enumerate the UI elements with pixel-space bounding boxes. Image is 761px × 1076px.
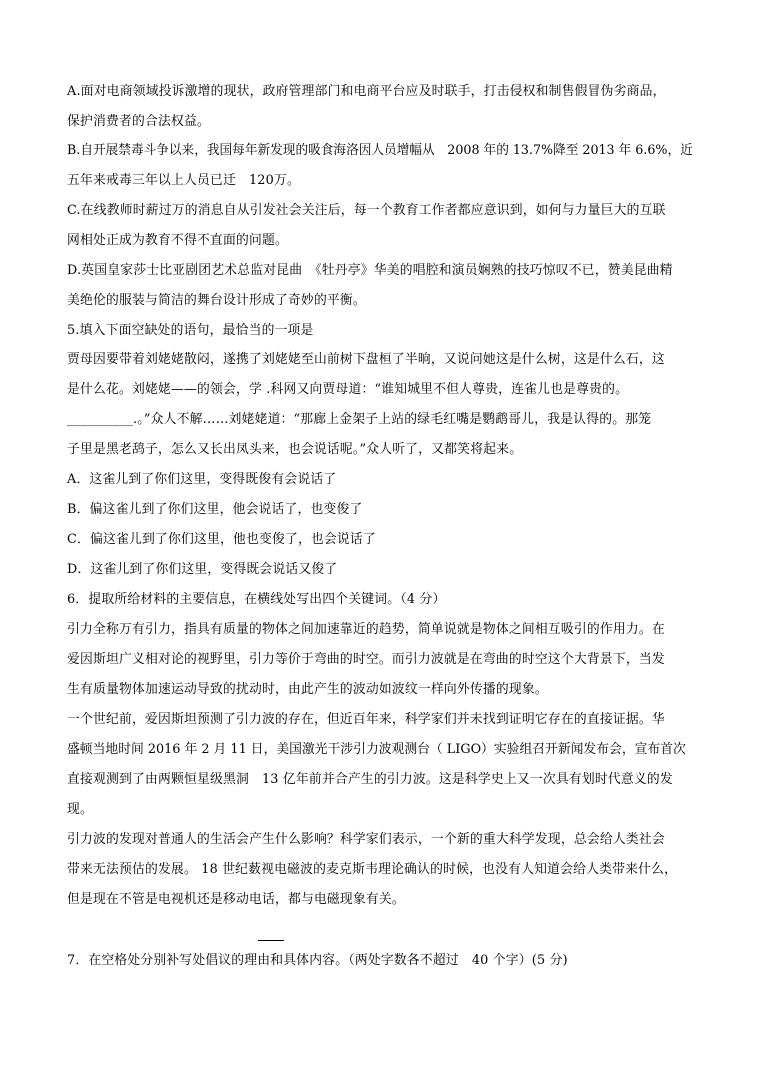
question-5-heading: 5.填入下面空缺处的语句，最恰当的一项是: [67, 323, 314, 338]
question-5-option-d: D．这雀儿到了你们这里，变得既会说话又俊了: [67, 562, 338, 577]
passage-6-p1-line-2: 爱因斯坦广义相对论的视野里，引力等价于弯曲的时空。而引力波就是在弯曲的时空这个大背景下，当发: [67, 652, 665, 667]
question-5-option-c: C．偏这雀儿到了你们这里，他也变俊了，也会说话了: [67, 532, 376, 547]
option-d-line-2: 美绝伦的服装与简洁的舞台设计形成了奇妙的平衡。: [67, 293, 366, 308]
passage-6-p2-line-1: 一个世纪前，爱因斯坦预测了引力波的存在，但近百年来，科学家们并未找到证明它存在的直接证据。华: [67, 712, 665, 727]
passage-5-line-2: 是什么花。刘姥姥——的领会，学 .科网又向贾母道：“谁知城里不但人尊贵，连雀儿也是尊贵的。: [67, 382, 629, 397]
passage-6-p2-line-4: 现。: [67, 802, 93, 817]
passage-6-p3-line-1: 引力波的发现对普通人的生活会产生什么影响？科学家们表示，一个新的重大科学发现，总会给人类社会: [67, 832, 665, 847]
passage-6-p3-line-3: 但是现在不管是电视机还是移动电话，都与电磁现象有关。: [67, 892, 405, 907]
option-b-line-2: 五年来戒毒三年以上人员已迁 120万。: [67, 173, 300, 188]
option-b-line-1: B.自开展禁毒斗争以来，我国每年新发现的吸食海洛因人员增幅从 2008 年的 13.7%降至 2013 年 6.6%，近: [67, 143, 693, 158]
passage-6-p2-line-3: 直接观测到了由两颗恒星级黑洞 13 亿年前并合产生的引力波。这是科学史上又一次具有划时代意义的发: [67, 772, 673, 787]
question-7-heading: 7．在空格处分别补写处倡议的理由和具体内容。（两处字数各不超过 40 个字）(5 分): [67, 953, 568, 968]
answer-blank-rule: [258, 940, 284, 941]
passage-6-p2-line-2: 盛顿当地时间 2016 年 2 月 11 日，美国激光干涉引力波观测台（ LIGO）实验组召开新闻发布会，宣布首次: [67, 742, 686, 757]
option-a-line-2: 保护消费者的合法权益。: [67, 114, 210, 129]
passage-6-p3-line-2: 带来无法预估的发展。 18 世纪薮视电磁波的麦克斯韦理论确认的时候，也没有人知道会给人类带来什么，: [67, 862, 678, 877]
passage-6-p1-line-3: 生有质量物体加速运动导致的扰动时，由此产生的波动如波纹一样向外传播的现象。: [67, 682, 548, 697]
question-5-option-b: B．偏这雀儿到了你们这里，他会说话了，也变俊了: [67, 502, 363, 517]
option-c-line-2: 网相处正成为教育不得不直面的问题。: [67, 233, 288, 248]
passage-5-line-3: __________.。”众人不解……刘姥姥道：“那廊上金架子上站的绿毛红嘴是鹦鹉哥儿，我是认得的。那笼: [67, 412, 652, 427]
passage-6-p1-line-1: 引力全称万有引力，指具有质量的物体之间加速靠近的趋势，简单说就是物体之间相互吸引的作用力。在: [67, 622, 665, 637]
question-6-heading: 6．提取所给材料的主要信息，在横线处写出四个关键词。（4 分）: [67, 592, 446, 607]
passage-5-line-4: 子里是黑老鸹子，怎么又长出凤头来，也会说话呢。”众人听了，又都笑将起来。: [67, 442, 523, 457]
option-c-line-1: C.在线教师时薪过万的消息自从引发社会关注后，每一个教育工作者都应意识到，如何与力量巨大的互联: [67, 203, 666, 218]
option-d-line-1: D.英国皇家莎士比亚剧团艺术总监对昆曲 《牡丹亭》华美的唱腔和演员娴熟的技巧惊叹不已，赞美昆曲精: [67, 263, 673, 278]
passage-5-line-1: 贾母因要带着刘姥姥散闷，遂携了刘姥姥至山前树下盘桓了半晌，又说问她这是什么树，这是什么石，这: [67, 352, 665, 367]
option-a-line-1: A.面对电商领域投诉激增的现状，政府管理部门和电商平台应及时联手，打击侵权和制售假冒伪劣商品，: [67, 84, 666, 99]
question-5-option-a: A．这雀儿到了你们这里，变得既俊有会说话了: [67, 472, 337, 487]
